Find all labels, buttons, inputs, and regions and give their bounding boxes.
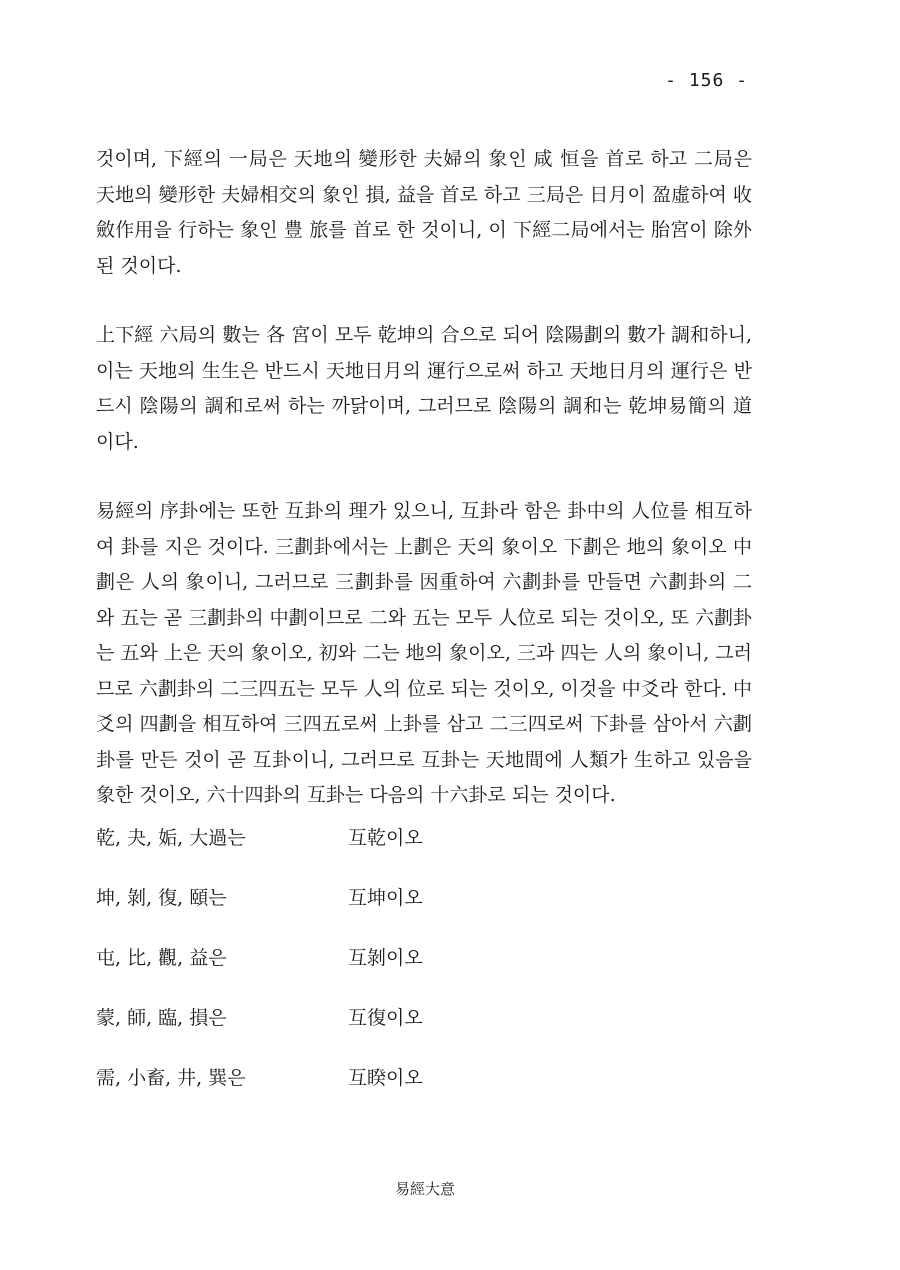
paragraph-3: 易經의 序卦에는 또한 互卦의 理가 있으니, 互卦라 함은 卦中의 人位를 相互하여 卦를 지은 것이다. 三劃卦에서는 上劃은 天의 象이오 下劃은 地의 象이오 中劃은 人의 象이니, 그러므로 三劃卦를 因重하여 六劃卦를 만들면 六劃卦의 二와 五는 곧 三劃卦의 中劃이므로 二와 五는 모두 人位로 되는 것이오, 또 六劃卦는 五와 上은 天의 象이오, 初와 二는 地의 象이오, 三과 四는 人의 象이니, 그러므로 六劃卦의 二三四五는 모두 人의 位로 되는 것이오, 이것을 中爻라 한다. 中爻의 四劃을 相互하여 三四五로써 上卦를 삼고 二三四로써 下卦를 삼아서 六劃卦를 만든 것이 곧 互卦이니, 그러므로 互卦는 天地間에 人類가 生하고 있음을 象한 것이오, 六十四卦의 互卦는 다음의 十六卦로 되는 것이다. (96, 500, 752, 806)
hu-gua-result: 互乾이오 (348, 827, 423, 849)
hu-gua-group: 屯, 比, 觀, 益은 (96, 947, 227, 969)
hu-gua-result: 互坤이오 (348, 887, 423, 909)
hu-gua-group: 乾, 夬, 姤, 大過는 (96, 827, 246, 849)
list-item (96, 818, 596, 878)
paragraph-2: 上下經 六局의 數는 各 宮이 모두 乾坤의 合으로 되어 陰陽劃의 數가 調和하니, 이는 天地의 生生은 반드시 天地日月의 運行으로써 하고 天地日月의 運行은 반드시 陰陽의 調和로써 하는 까닭이며, 그러므로 陰陽의 調和는 乾坤易簡의 道이다. (96, 324, 752, 453)
hu-gua-result: 互復이오 (348, 1007, 423, 1029)
hu-gua-list (96, 818, 596, 1118)
list-item (96, 998, 596, 1058)
hu-gua-group: 需, 小畜, 井, 巽은 (96, 1067, 246, 1089)
body-text (96, 142, 752, 848)
hu-gua-result: 互睽이오 (348, 1067, 423, 1089)
hu-gua-group: 坤, 剝, 復, 頤는 (96, 887, 227, 909)
page-number: - 156 - (665, 70, 748, 91)
paragraph-1: 것이며, 下經의 一局은 天地의 變形한 夫婦의 象인 咸 恒을 首로 하고 二局은 天地의 變形한 夫婦相交의 象인 損, 益을 首로 하고 三局은 日月이 盈虛하여 收斂作用을 行하는 象인 豊 旅를 首로 한 것이니, 이 下經二局에서는 胎宮이 除外된 것이다. (96, 148, 752, 277)
running-footer: 易經大意 (394, 1180, 455, 1198)
list-item (96, 1058, 596, 1118)
list-item (96, 938, 596, 998)
hu-gua-group: 蒙, 師, 臨, 損은 (96, 1007, 227, 1029)
hu-gua-result: 互剝이오 (348, 947, 423, 969)
list-item (96, 878, 596, 938)
